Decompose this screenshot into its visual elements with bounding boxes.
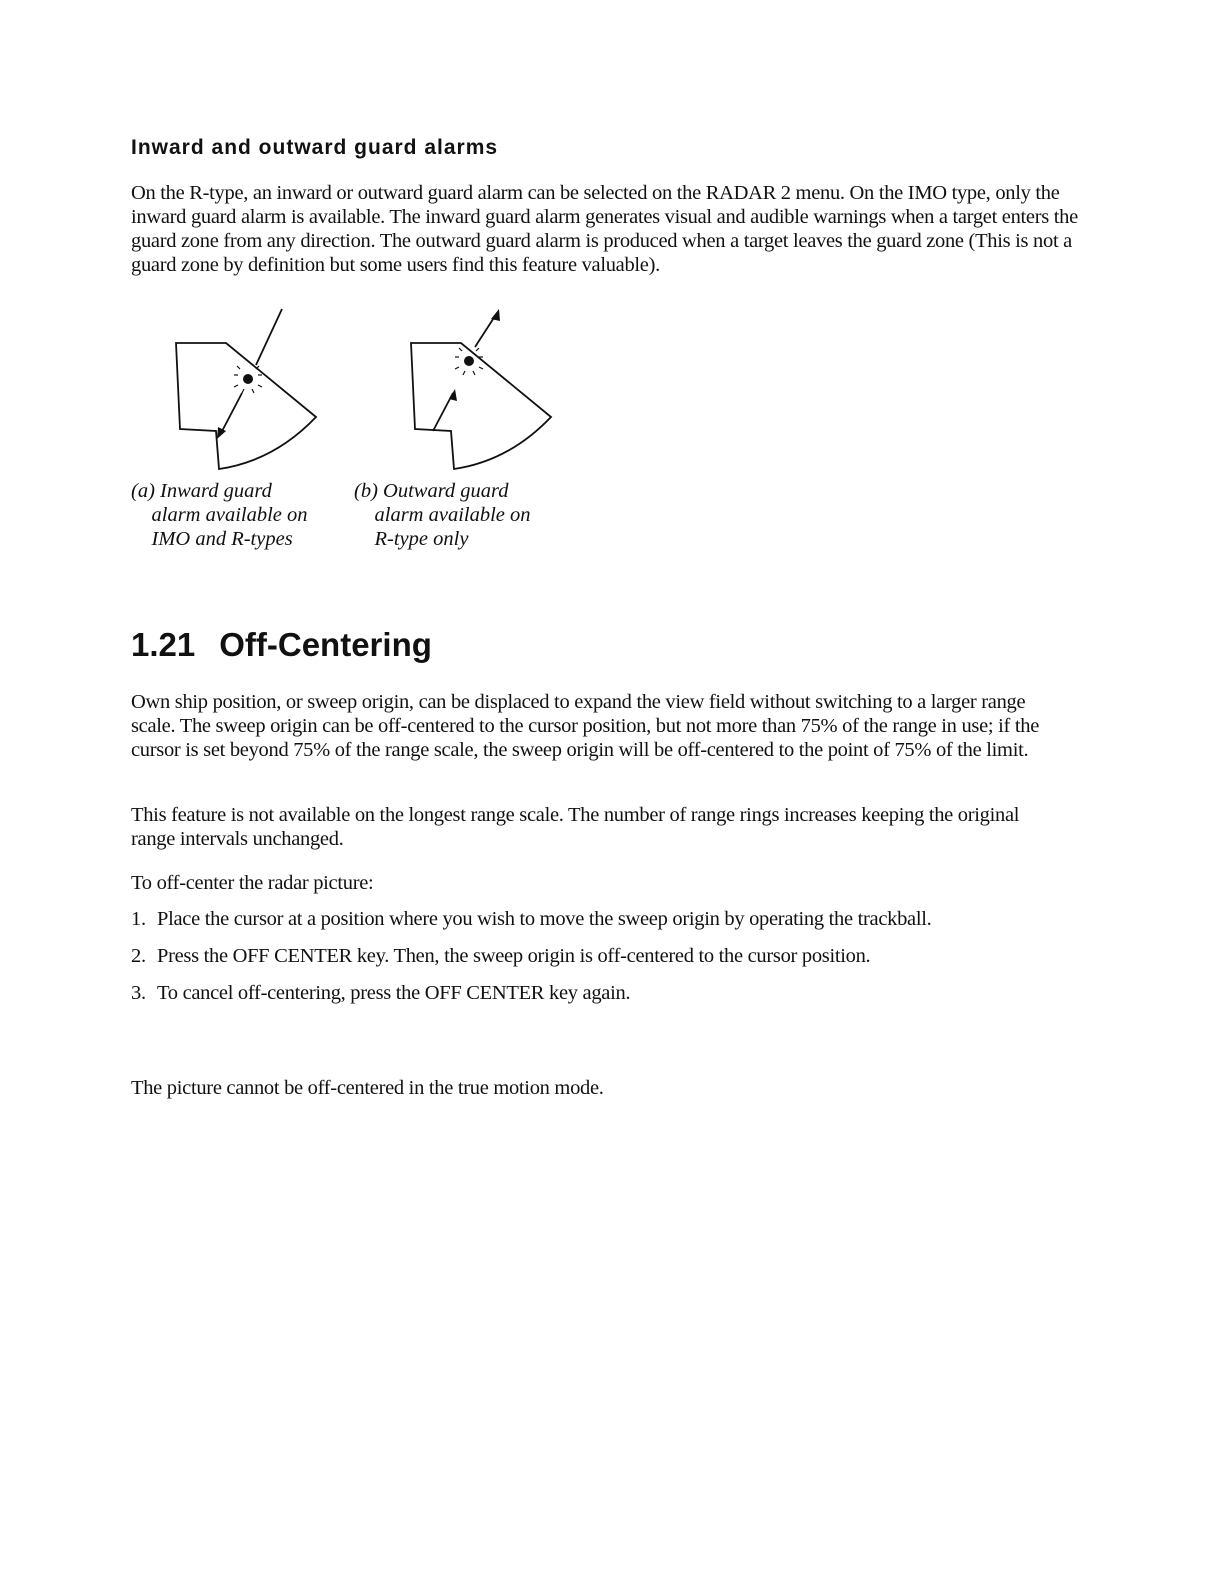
- caption-outward-guard: (b) Outward guard alarm available on R-type only: [354, 480, 531, 550]
- off-centering-paragraph: Own ship position, or sweep origin, can be displaced to expand the view field without switching to a larger range scale. The sweep origin can be off-centered to the cursor position, but not more than 75% of the range in use; if the cursor is set beyond 75% of the range scale, the sweep origin will be off-centered to the point of 75% of the limit.: [131, 691, 1039, 761]
- arrowhead-icon: [449, 389, 457, 401]
- steps-intro: To off-center the radar picture:: [131, 872, 374, 894]
- subheading: Inward and outward guard alarms: [131, 136, 499, 159]
- section-number: 1.21: [131, 626, 196, 663]
- target-track-line: [220, 393, 242, 435]
- guard-zone-outline: [176, 343, 316, 469]
- outward-guard-diagram: [405, 305, 565, 475]
- caption-inward-guard: (a) Inward guard alarm available on IMO and R-types: [131, 480, 308, 550]
- target-flash-icon: [243, 374, 253, 384]
- section-heading: [131, 626, 432, 664]
- intro-paragraph: On the R-type, an inward or outward guard alarm can be selected on the RADAR 2 menu. On the IMO type, only the inward guard alarm is available. The inward guard alarm generates visual and audible warnings when a target enters the guard zone from any direction. The outward guard alarm is produced when a target leaves the guard zone (This is not a guard zone by definition but some users find this feature valuable).: [131, 182, 1078, 276]
- list-item: 1. Place the cursor at a position where you wish to move the sweep origin by operating the trackball.: [131, 908, 932, 930]
- closing-note: The picture cannot be off-centered in the true motion mode.: [131, 1077, 604, 1099]
- list-item: 2. Press the OFF CENTER key. Then, the sweep origin is off-centered to the cursor position.: [131, 945, 871, 967]
- section-title: Off-Centering: [219, 626, 432, 663]
- range-scale-paragraph: This feature is not available on the longest range scale. The number of range rings increases keeping the original range intervals unchanged.: [131, 804, 1020, 850]
- list-item: 3. To cancel off-centering, press the OFF CENTER key again.: [131, 982, 631, 1004]
- target-track-line: [256, 309, 282, 365]
- arrowhead-icon: [217, 427, 226, 439]
- guard-zone-outline: [411, 343, 551, 469]
- arrowhead-icon: [491, 309, 500, 321]
- steps-list: [131, 907, 1031, 1005]
- inward-guard-diagram: [170, 305, 330, 475]
- target-flash-icon: [464, 356, 474, 366]
